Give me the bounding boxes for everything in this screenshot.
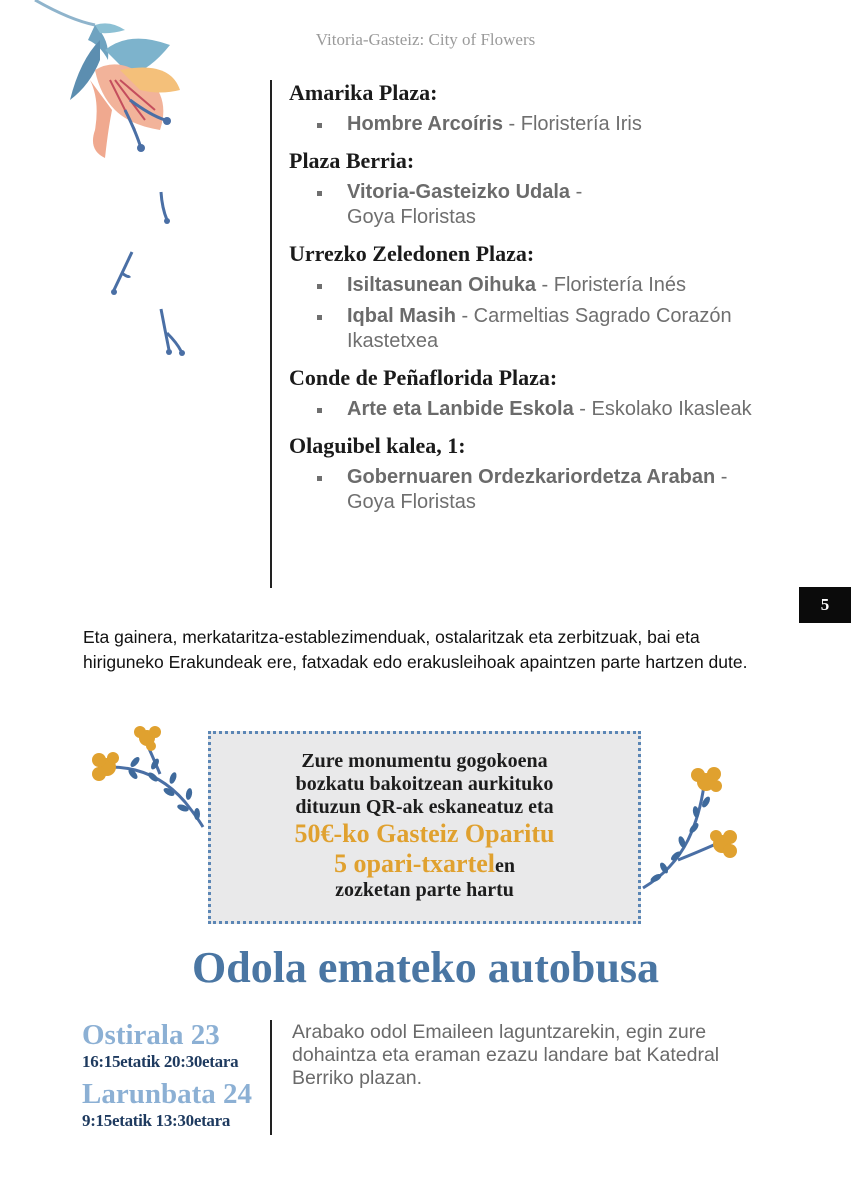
schedule-day: Larunbata 24 — [82, 1078, 253, 1110]
venue-title: Conde de Peñaflorida Plaza: — [289, 365, 558, 390]
venue-item-florist: - Eskolako Ikasleak — [573, 398, 752, 420]
bus-section-title: Odola emateko autobusa — [192, 943, 659, 992]
venue-item — [289, 180, 589, 230]
sprig-icon — [108, 248, 138, 298]
venue-list — [270, 80, 830, 588]
promo-line: Zure monumentu gogokoena — [301, 750, 548, 772]
sprig-icon — [155, 190, 175, 225]
venue-section — [289, 80, 830, 137]
promo-prize-count: 5 opari-txartel — [333, 849, 495, 878]
venue-section — [289, 365, 830, 422]
promo-box — [208, 731, 641, 924]
venue-section — [289, 433, 830, 515]
floral-branch-left-icon — [85, 722, 210, 832]
venue-item-name: Vitoria-Gasteizko Udala — [347, 181, 571, 203]
floral-branch-right-icon — [638, 760, 743, 895]
venue-item-florist: - Carmeltias Sagrado Corazón Ikastetxea — [347, 305, 732, 352]
intro-paragraph: Eta gainera, merkataritza-establezimenduak, ostalaritzak eta zerbitzuak, bai eta hiriguneko Erakundeak ere, fatxadak edo erakusleihoak apaintzen parte hartzen dute. — [83, 627, 748, 672]
venue-section — [289, 241, 830, 354]
venue-section — [289, 148, 830, 230]
venue-item — [289, 397, 809, 422]
venue-item — [289, 273, 809, 298]
venue-item-florist: - Floristería Inés — [535, 274, 686, 296]
schedule-hours: 9:15etatik 13:30etara — [82, 1111, 231, 1130]
bus-description: Arabako odol Emaileen laguntzarekin, egin zure dohaintza eta eraman ezazu landare bat Katedral Berriko plazan. — [292, 1021, 720, 1089]
venue-item-name: Iqbal Masih — [347, 305, 456, 327]
page-number-badge: 5 — [799, 587, 851, 623]
venue-item — [289, 112, 809, 137]
promo-prize: 50€-ko Gasteiz Oparitu — [294, 819, 555, 848]
schedule-hours: 16:15etatik 20:30etara — [82, 1052, 239, 1071]
promo-line: dituzun QR-ak eskaneatuz eta — [295, 796, 554, 818]
flower-illustration-icon — [20, 0, 200, 170]
venue-item-name: Arte eta Lanbide Eskola — [347, 398, 574, 420]
venue-title: Olaguibel kalea, 1: — [289, 433, 466, 458]
venue-item — [289, 304, 789, 354]
venue-item-florist: - Floristería Iris — [502, 113, 642, 135]
promo-line: bozkatu bakoitzean aurkituko — [295, 773, 554, 795]
venue-item-florist: - Goya Floristas — [347, 466, 728, 513]
promo-line: zozketan parte hartu — [335, 879, 514, 901]
page-header-title: Vitoria-Gasteiz: City of Flowers — [315, 30, 536, 49]
venue-title: Plaza Berria: — [289, 148, 415, 173]
bus-schedule — [82, 1020, 272, 1135]
venue-item-florist: - Goya Floristas — [347, 181, 583, 228]
venue-item-name: Isiltasunean Oihuka — [347, 274, 536, 296]
promo-prize-suffix: en — [495, 855, 515, 877]
venue-item-name: Hombre Arcoíris — [347, 113, 503, 135]
venue-title: Amarika Plaza: — [289, 80, 438, 105]
venue-item-name: Gobernuaren Ordezkariordetza Araban — [347, 466, 716, 488]
schedule-day: Ostirala 23 — [82, 1019, 220, 1051]
sprig-icon — [155, 305, 190, 360]
venue-item — [289, 465, 769, 515]
venue-title: Urrezko Zeledonen Plaza: — [289, 241, 535, 266]
